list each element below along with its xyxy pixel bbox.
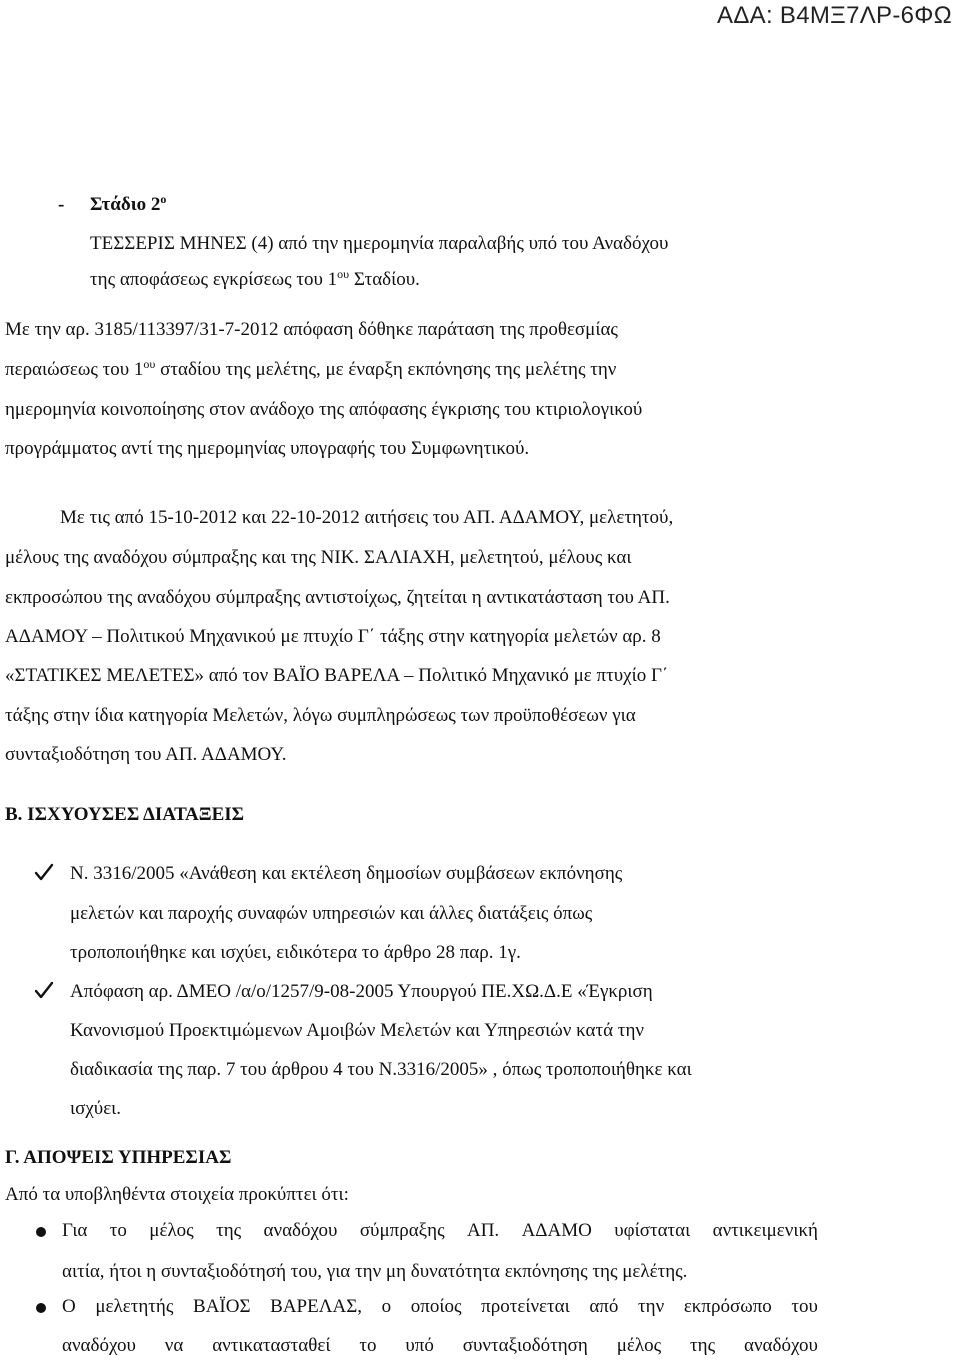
requests-line-4: ΑΔΑΜΟΥ – Πολιτικού Μηχανικού με πτυχίο Γ΄ τάξης στην κατηγορία μελετών αρ. 8 <box>5 626 661 647</box>
bullet-icon <box>36 1303 46 1313</box>
law-item-line-2: μελετών και παροχής συναφών υπηρεσιών και άλλες διατάξεις όπως <box>70 903 593 924</box>
extension-line-4: προγράμματος αντί της ημερομηνίας υπογραφής του Συμφωνητικού. <box>5 438 530 459</box>
opinion-1-line-2: αιτία, ήτοι η συνταξιοδότησή του, για την μη δυνατότητα εκπόνησης της μελέτης. <box>62 1261 688 1282</box>
ada-code: ΑΔΑ: Β4ΜΞ7ΛΡ-6ΦΩ <box>717 2 952 29</box>
section-b-heading: Β. ΙΣΧΥΟΥΣΕΣ ΔΙΑΤΑΞΕΙΣ <box>5 804 245 825</box>
law-item-line-3: τροποποιήθηκε και ισχύει, ειδικότερα το άρθρο 28 παρ. 1γ. <box>70 942 521 963</box>
checkmark-icon <box>34 862 54 882</box>
stage-dash: - <box>58 194 65 215</box>
requests-line-5: «ΣΤΑΤΙΚΕΣ ΜΕΛΕΤΕΣ» από τον ΒΑΪΟ ΒΑΡΕΛΑ – Πολιτικό Μηχανικό με πτυχίο Γ΄ <box>5 665 669 686</box>
extension-line-1: Με την αρ. 3185/113397/31-7-2012 απόφαση δόθηκε παράταση της προθεσμίας <box>5 319 618 340</box>
decision-item-line-3: διαδικασία της παρ. 7 του άρθρου 4 του Ν.3316/2005» , όπως τροποποιήθηκε και <box>70 1059 692 1080</box>
requests-line-7: συνταξιοδότηση του ΑΠ. ΑΔΑΜΟΥ. <box>5 744 287 765</box>
extension-line-2: περαιώσεως του $1^{o\upsilon}$ σταδίου της μελέτης, με έναρξη εκπόνησης της μελέτης την <box>5 357 617 380</box>
opinion-2-line-1: Ο μελετητής ΒΑΪΟΣ ΒΑΡΕΛΑΣ, ο οποίος προτείνεται από την εκπρόσωπο του <box>62 1296 818 1317</box>
requests-line-1: Με τις από 15-10-2012 και 22-10-2012 αιτήσεις του ΑΠ. ΑΔΑΜΟΥ, μελετητού, <box>60 507 674 528</box>
section-g-intro: Από τα υποβληθέντα στοιχεία προκύπτει ότι: <box>5 1184 349 1205</box>
law-item-line-1: Ν. 3316/2005 «Ανάθεση και εκτέλεση δημοσίων συμβάσεων εκπόνησης <box>70 863 623 884</box>
decision-item-line-4: ισχύει. <box>70 1098 122 1119</box>
checkmark-icon <box>34 980 54 1000</box>
requests-line-6: τάξης στην ίδια κατηγορία Μελετών, λόγω συμπληρώσεως των προϋποθέσεων για <box>5 705 636 726</box>
requests-line-3: εκπροσώπου της αναδόχου σύμπραξης αντιστοίχως, ζητείται η αντικατάσταση του ΑΠ. <box>5 587 670 608</box>
opinion-2-line-2: αναδόχου να αντικατασταθεί το υπό συνταξιοδότηση μέλος της αναδόχου <box>62 1335 818 1356</box>
decision-item-line-2: Κανονισμού Προεκτιμώμενων Αμοιβών Μελετών και Υπηρεσιών κατά την <box>70 1020 644 1041</box>
bullet-icon <box>36 1227 46 1237</box>
stage-title: Στάδιο $2^o$ <box>90 192 167 215</box>
stage-line-2: της αποφάσεως εγκρίσεως του $1^{o\upsilon}$ Σταδίου. <box>90 267 420 290</box>
stage-line-1: ΤΕΣΣΕΡΙΣ ΜΗΝΕΣ (4) από την ημερομηνία παραλαβής υπό του Αναδόχου <box>90 233 669 254</box>
extension-line-3: ημερομηνία κοινοποίησης στον ανάδοχο της απόφασης έγκρισης του κτιριολογικού <box>5 399 643 420</box>
section-g-heading: Γ. ΑΠΟΨΕΙΣ ΥΠΗΡΕΣΙΑΣ <box>5 1147 232 1168</box>
opinion-1-line-1: Για το μέλος της αναδόχου σύμπραξης ΑΠ. ΑΔΑΜΟ υφίσταται αντικειμενική <box>62 1220 818 1241</box>
decision-item-line-1: Απόφαση αρ. ΔΜΕΟ /α/ο/1257/9-08-2005 Υπουργού ΠΕ.ΧΩ.Δ.Ε «Έγκριση <box>70 981 653 1002</box>
requests-line-2: μέλους της αναδόχου σύμπραξης και της ΝΙΚ. ΣΑΛΙΑΧΗ, μελετητού, μέλους και <box>5 547 632 568</box>
